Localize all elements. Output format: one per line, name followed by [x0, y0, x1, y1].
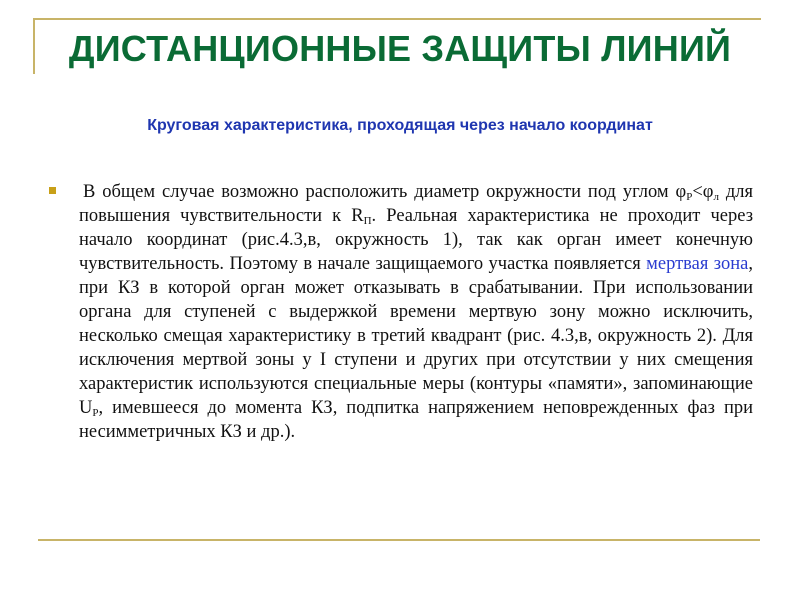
slide-title: ДИСТАНЦИОННЫЕ ЗАЩИТЫ ЛИНИЙ	[68, 28, 732, 69]
body-text-part-5: , при КЗ в которой орган может отказывать в срабатывании. При использовании органа для ступеней с выдержкой времени мертвую зону можно исключить, несколько смещая характеристику в третий квадрант (рис. 4.3,в, окружность 2). Для исключения мертвой зоны у I ступени и других при отсутствии у них смещения характеристик используются специальные меры (контуры «памяти», запоминающие U	[79, 254, 753, 418]
subscript-u: P	[92, 407, 99, 419]
body-paragraph	[79, 180, 753, 444]
dead-zone-highlight: мертвая зона	[646, 254, 749, 274]
frame-top-line	[33, 18, 761, 20]
subscript-l: л	[713, 191, 719, 203]
body-text-part-4: . Реальная характеристика не проходит через начало координат (рис.4.3,в, окружность 1), так как орган имеет конечную чувствительность. Поэтому в начале защищаемого участка появляется	[79, 206, 754, 274]
subscript-pi: П	[363, 215, 372, 227]
bullet-marker-icon	[49, 187, 56, 194]
body-text-part-2: <φ	[692, 182, 714, 202]
slide-subtitle: Круговая характеристика, проходящая через начало координат	[147, 117, 653, 134]
frame-bottom-line	[38, 539, 760, 541]
body-text-part-6: , имевшееся до момента КЗ, подпитка напряжением неповрежденных фаз при несимметричных КЗ и др.).	[79, 398, 753, 442]
body-text-part-3: для повышения чувствительности к R	[79, 182, 753, 226]
subscript-p: P	[686, 191, 693, 203]
body-text-part-1: В общем случае возможно расположить диаметр окружности под углом φ	[83, 182, 687, 202]
